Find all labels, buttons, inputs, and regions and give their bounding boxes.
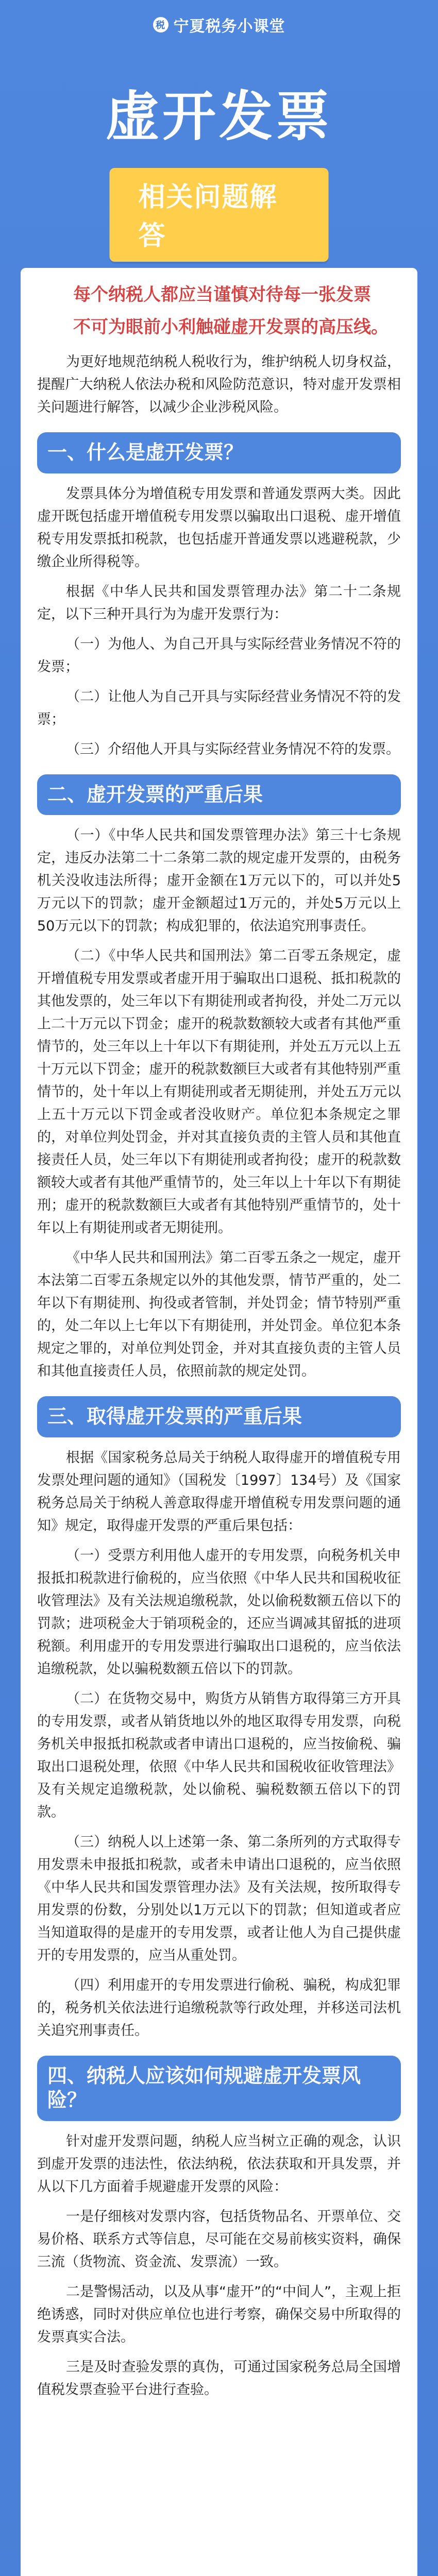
section-1-para-3: （一）为他人、为自己开具与实际经营业务情况不符的发票； xyxy=(37,636,401,675)
brand xyxy=(0,13,438,36)
section-4-para-3: 二是警惕活动，以及从事“虚开”的“中间人”，主观上拒绝诱惑，同时对供应单位也进行考察，确保交易中所取得的发票真实合法。 xyxy=(37,2283,401,2345)
section-3-para-4: （三）纳税人以上述第一条、第二条所列的方式取得专用发票未申报抵扣税款，或者未申请出口退税的，应当依照《中华人民共和国发票管理办法》及有关法规，按所取得专用发票的份数，分别处以1万元以下的罚款；但知道或者应当知道取得的是虚开的专用发票，或者让他人为自己提供虚开的专用发票的，应当从重处罚。 xyxy=(37,1834,401,1963)
section-4-header xyxy=(37,2056,401,2121)
section-4-para-4: 三是及时查验发票的真伪，可通过国家税务总局全国增值税发票查验平台进行查验。 xyxy=(37,2359,401,2398)
intro-paragraph: 为更好地规范纳税人税收行为，维护纳税人切身权益，提醒广大纳税人依法办税和风险防范意识，特对虚开发票相关问题进行解答，以减少企业涉税风险。 xyxy=(37,354,401,416)
sub-title: 相关问题解答 xyxy=(110,168,329,262)
brand-text: 宁夏税务小课堂 xyxy=(173,18,285,36)
section-3-para-5: （四）利用虚开的专用发票进行偷税、骗税，构成犯罪的，税务机关依法进行追缴税款等行政处理，并移送司法机关追究刑事责任。 xyxy=(37,1977,401,2039)
section-3-para-2: （一）受票方利用他人虚开的专用发票，向税务机关申报抵扣税款进行偷税的，应当依照《中华人民共和国税收征收管理法》及有关法规追缴税款，处以偷税数额五倍以下的罚款；进项税金大于销项税金的，还应当调减其留抵的进项税额。利用虚开的专用发票进行骗取出口退税的，应当依法追缴税款，处以骗税数额五倍以下的罚款。 xyxy=(37,1547,401,1677)
section-3-title: 三、取得虚开发票的严重后果 xyxy=(47,1405,302,1428)
section-3-para-1: 根据《国家税务总局关于纳税人取得虚开的增值税专用发票处理问题的通知》（国税发〔1997〕134号）及《国家税务总局关于纳税人善意取得虚开增值税专用发票问题的通知》规定，取得虚开发票的严重后果包括： xyxy=(37,1449,401,1534)
top-banner xyxy=(0,0,438,268)
section-4-para-1: 针对虚开发票问题，纳税人应当树立正确的观念，认识到虚开发票的违法性，依法纳税，依法获取和开具发票，并从以下几方面着手规避虚开发票的风险： xyxy=(37,2133,401,2195)
section-2-para-1: （一）《中华人民共和国发票管理办法》第三十七条规定，违反办法第二十二条第二款的规定虚开发票的，由税务机关没收违法所得；虚开金额在1万元以下的，可以并处5万元以下的罚款；虚开金额超过1万元的，并处5万元以上50万元以下的罚款；构成犯罪的，依法追究刑事责任。 xyxy=(37,827,401,935)
section-1-title: 一、什么是虚开发票？ xyxy=(47,441,244,464)
section-2-header xyxy=(37,774,401,816)
intro-highlight-1: 每个纳税人都应当谨慎对待每一张发票 xyxy=(73,284,371,305)
section-2-title: 二、虚开发票的严重后果 xyxy=(47,783,263,806)
main-title: 虚开发票 xyxy=(105,85,332,148)
section-1-para-5: （三）介绍他人开具与实际经营业务情况不符的发票。 xyxy=(66,741,400,757)
section-2-para-2: （二）《中华人民共和国刑法》第二百零五条规定，虚开增值税专用发票或者虚开用于骗取出口退税、抵扣税款的其他发票的，处三年以下有期徒刑或者拘役，并处二万元以上二十万元以下罚金；虚开的税款数额较大或者有其他严重情节的，处三年以上十年以下有期徒刑，并处五万元以上五十万元以下罚金；虚开的税款数额巨大或者有其他特别严重情节的，处十年以上有期徒刑或者无期徒刑，并处五万元以上五十万元以下罚金或者没收财产。单位犯本条规定之罪的，对单位判处罚金，并对其直接负责的主管人员和其他直接责任人员，处三年以下有期徒刑或者拘役；虚开的税款数额较大或者有其他严重情节的，处三年以上十年以下有期徒刑；虚开的税款数额巨大或者有其他特别严重情节的，处十年以上有期徒刑或者无期徒刑。 xyxy=(37,948,401,1236)
intro-highlight-2: 不可为眼前小利触碰虚开发票的高压线。 xyxy=(73,316,389,337)
section-4-para-2: 一是仔细核对发票内容，包括货物品名、开票单位、交易价格、联系方式等信息，尽可能在交易前核实资料，确保三流（货物流、资金流、发票流）一致。 xyxy=(37,2208,401,2270)
section-3-para-3: （二）在货物交易中，购货方从销售方取得第三方开具的专用发票，或者从销货地以外的地区取得专用发票，向税务机关申报抵扣税款或者申请出口退税的，应当按偷税、骗取出口退税处理，依照《中华人民共和国税收征收管理法》及有关规定追缴税款，处以偷税、骗税数额五倍以下的罚款。 xyxy=(37,1690,401,1820)
section-3-header xyxy=(37,1396,401,1437)
section-1-header xyxy=(37,432,401,473)
section-1-para-4: （二）让他人为自己开具与实际经营业务情况不符的发票； xyxy=(37,688,401,727)
tax-badge-icon: 税 xyxy=(153,17,169,32)
section-4-title: 四、纳税人应该如何规避虚开发票风险？ xyxy=(47,2064,361,2112)
section-2-para-3: 《中华人民共和国刑法》第二百零五条之一规定，虚开本法第二百零五条规定以外的其他发票，情节严重的，处二年以下有期徒刑、拘役或者管制，并处罚金；情节特别严重的，处二年以上七年以下有期徒刑，并处罚金。单位犯本条规定之罪的，对单位判处罚金，并对其直接负责的主管人员和其他直接责任人员，依照前款的规定处罚。 xyxy=(37,1250,401,1380)
content-card xyxy=(21,268,417,2576)
section-1-para-2: 根据《中华人民共和国发票管理办法》第二十二条规定，以下三种开具行为为虚开发票行为： xyxy=(37,583,401,622)
section-1-para-1: 发票具体分为增值税专用发票和普通发票两大类。因此虚开既包括虚开增值税专用发票以骗取出口退税、虚开增值税专用发票抵扣税款，也包括虚开普通发票以逃避税款，少缴企业所得税等。 xyxy=(37,485,401,570)
